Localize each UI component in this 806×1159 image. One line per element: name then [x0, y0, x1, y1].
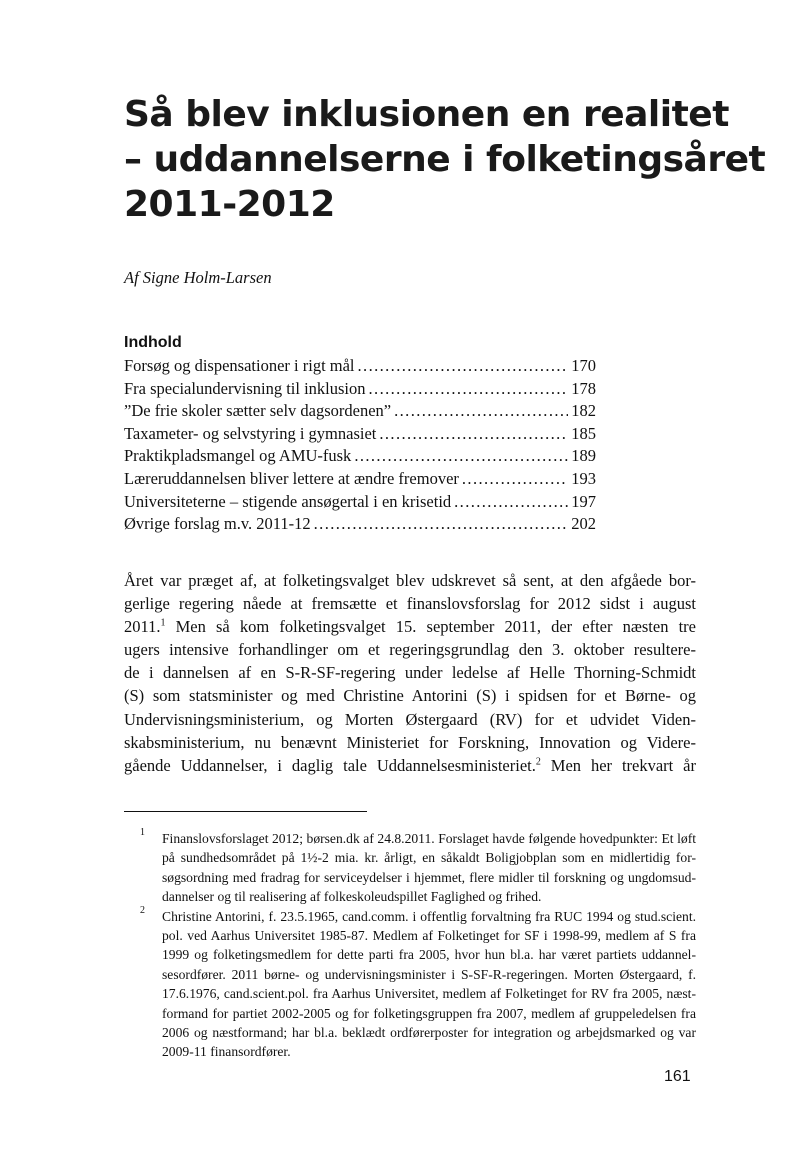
toc-entry-page: 185 — [571, 423, 596, 443]
toc-leader-dots — [358, 355, 569, 378]
footnote-line: 1999 og folketingsmedlem for dette parti fra 2005, hvor hun bl.a. har været partiets uddannel- — [162, 947, 696, 963]
body-line — [124, 615, 696, 638]
toc-entry-page: 189 — [571, 446, 596, 466]
footnote-line: Christine Antorini, f. 23.5.1965, cand.comm. i offentlig forvaltning fra RUC 1994 og stud.scient. — [162, 908, 696, 924]
toc-leader-dots — [454, 491, 568, 514]
toc-entry — [124, 445, 596, 468]
toc-list — [124, 355, 596, 536]
body-line: (S) som statsminister og med Christine Antorini (S) i spidsen for et Børne- og — [124, 686, 696, 706]
page-number: 161 — [664, 1068, 691, 1085]
footnote-ref-1[interactable]: 1 — [160, 617, 166, 629]
footnote-line: sesordfører. 2011 børne- og undervisningsminister i S-SF-R-regeringen. Morten Østergaard, f. — [162, 966, 696, 982]
toc-entry-page: 197 — [571, 491, 596, 511]
toc-entry-title: Taxameter- og selvstyring i gymnasiet — [124, 423, 377, 443]
body-line: Året var præget af, at folketingsvalget blev udskrevet så sent, at den afgåede bor- — [124, 571, 696, 590]
toc-entry-page: 170 — [571, 356, 596, 375]
toc-entry-title: Fra specialundervisning til inklusion — [124, 378, 366, 398]
footnote-ref-2[interactable]: 2 — [535, 756, 541, 768]
footnote-line: Finanslovsforslaget 2012; børsen.dk af 24.8.2011. Forslaget havde følgende hovedpunkter: Et løft — [162, 831, 696, 846]
chapter-title-line: 2011-2012 — [124, 184, 335, 225]
body-text-fragment: Men her trekvart år — [540, 755, 697, 775]
toc-entry-page: 178 — [571, 378, 596, 398]
author-byline: Af Signe Holm-Larsen — [124, 268, 272, 287]
body-paragraph — [124, 569, 696, 777]
toc-entry-page: 182 — [571, 401, 596, 421]
toc-entry — [124, 491, 596, 514]
toc-leader-dots — [314, 513, 569, 536]
body-line: gerlige regering nåede at fremsætte et finanslovsforslag for 2012 sidst i august — [124, 594, 696, 614]
footnote-line: søgsordning med fradrag for serviceydelser i hjemmet, flere midler til forskning og ungdomsud- — [162, 869, 696, 885]
body-text-fragment: gående Uddannelser, i daglig tale Uddannelsesministeriet. — [124, 755, 536, 775]
body-line: Undervisningsministerium, og Morten Østergaard (RV) for et udvidet Viden- — [124, 709, 696, 729]
toc-entry — [124, 513, 596, 536]
toc-entry — [124, 400, 596, 423]
toc-entry-title: Øvrige forslag m.v. 2011-12 — [124, 514, 311, 534]
toc-entry — [124, 378, 596, 401]
footnote-number: 2 — [140, 904, 145, 916]
body-line — [124, 754, 696, 777]
footnote-number: 1 — [140, 827, 145, 838]
toc-entry-page: 202 — [571, 514, 596, 534]
footnote-line: 2006 og næstformand; har bl.a. beklædt ordførerposter for integration og arbejdsmarked og var — [162, 1025, 696, 1041]
footnote-divider — [124, 811, 367, 812]
footnote-line: pol. ved Aarhus Universitet 1985-87. Medlem af Folketinget for SF i 1998-99, medlem af S fra — [162, 928, 696, 944]
toc-entry-title: Universiteterne – stigende ansøgertal i en krisetid — [124, 491, 452, 511]
chapter-title-line: Så blev inklusionen en realitet — [124, 94, 729, 135]
toc-entry — [124, 355, 596, 378]
toc-entry-title: ”De frie skoler sætter selv dagsordenen” — [124, 401, 392, 421]
footnote-line: 17.6.1976, cand.scient.pol. fra Aarhus Universitet, medlem af Folketinget for RV fra 2005, næst- — [162, 986, 696, 1002]
table-of-contents — [124, 333, 596, 536]
body-text-fragment: Men så kom folketingsvalget 15. september 2011, der efter næsten tre — [165, 617, 696, 637]
body-line: de i dannelsen af en S-R-SF-regering under ledelse af Helle Thorning-Schmidt — [124, 663, 696, 683]
footnote-1 — [124, 829, 696, 907]
footnote-line: på sundhedsområdet på 1½-2 mia. kr. årligt, en såkaldt Boligjobplan som en midlertidig for- — [162, 850, 696, 866]
footnote-line: 2009-11 finansordfører. — [162, 1044, 291, 1060]
body-text-fragment: 2011. — [124, 617, 161, 637]
chapter-title — [124, 92, 766, 227]
toc-leader-dots — [369, 378, 569, 401]
toc-leader-dots — [354, 445, 568, 468]
footnotes — [124, 829, 696, 1062]
toc-entry — [124, 468, 596, 491]
chapter-title-line: – uddannelserne i folketingsåret — [124, 139, 766, 180]
toc-heading: Indhold — [124, 334, 182, 351]
footnote-2 — [124, 904, 696, 1062]
body-line: skabsministerium, nu benævnt Ministeriet for Forskning, Innovation og Videre- — [124, 732, 696, 752]
toc-leader-dots — [379, 423, 568, 446]
toc-leader-dots — [462, 468, 568, 491]
toc-entry — [124, 423, 596, 446]
toc-entry-page: 193 — [571, 468, 596, 488]
toc-entry-title: Praktikpladsmangel og AMU-fusk — [124, 446, 352, 466]
toc-entry-title: Forsøg og dispensationer i rigt mål — [124, 356, 355, 375]
toc-entry-title: Læreruddannelsen bliver lettere at ændre fremover — [124, 468, 459, 488]
body-line: ugers intensive forhandlinger om et regeringsgrundlag den 3. oktober resultere- — [124, 640, 696, 660]
footnote-line: dannelser og til realisering af folkeskoleudspillet Faglighed og frihed. — [162, 889, 542, 905]
toc-leader-dots — [394, 400, 568, 423]
footnote-line: formand for partiet 2002-2005 og for folketingsgruppen fra 2007, medlem af gruppeledelsen fra — [162, 1005, 696, 1021]
